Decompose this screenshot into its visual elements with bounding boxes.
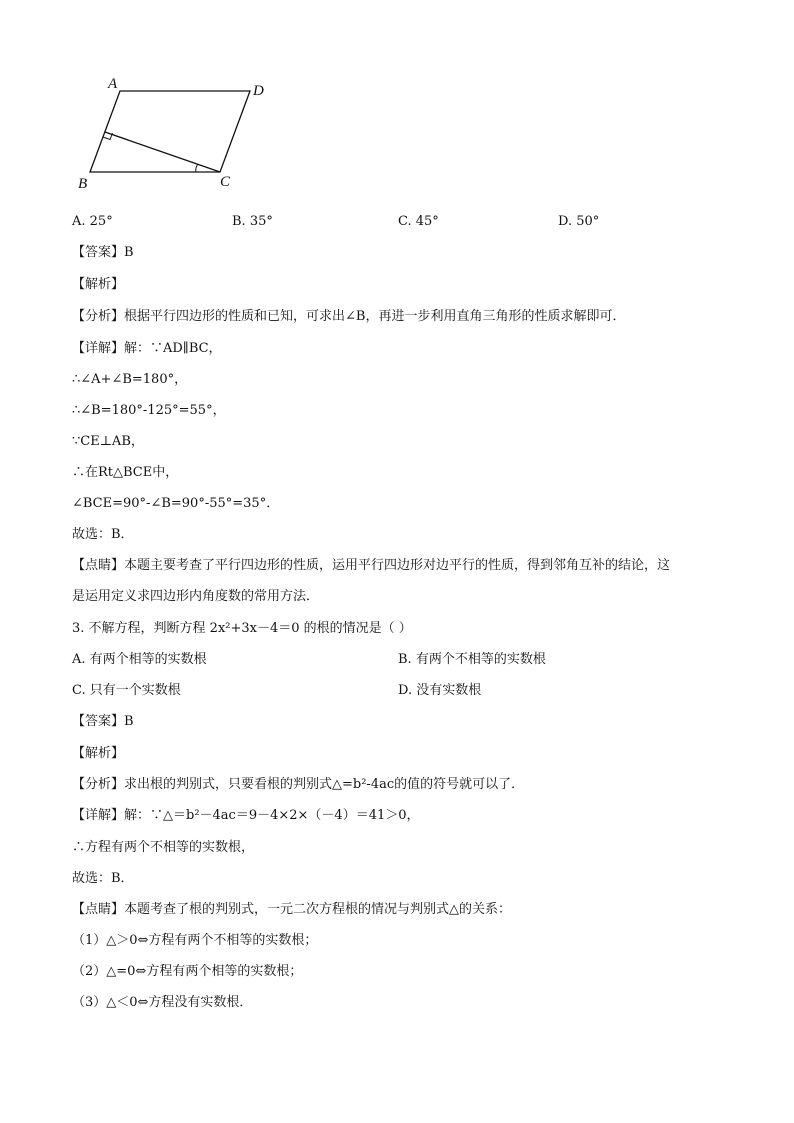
q3-case-3: （3）△＜0⇔方程没有实数根． xyxy=(72,995,253,1010)
q2-dianjing-1: 【点睛】本题主要考查了平行四边形的性质，运用平行四边形对边平行的性质，得到邻角互补的结论，这 xyxy=(72,558,671,573)
label-d: D xyxy=(253,83,264,99)
q3-case-2: （2）△=0⇔方程有两个相等的实数根； xyxy=(72,964,303,979)
q3-step-1: ∴方程有两个不相等的实数根， xyxy=(72,840,255,855)
q3-xiangjie: 【详解】解：∵△＝b²－4ac＝9－4×2×（－4）＝41＞0， xyxy=(72,808,420,823)
perpendicular-ce xyxy=(105,132,220,172)
q2-option-d: D. 50° xyxy=(558,214,600,229)
parallelogram-abcd xyxy=(90,91,250,172)
q3-option-d: D. 没有实数根 xyxy=(398,683,482,698)
q2-option-c: C. 45° xyxy=(398,214,439,229)
q3-case-1: （1）△＞0⇔方程有两个不相等的实数根； xyxy=(72,933,318,948)
label-a: A xyxy=(108,76,118,92)
label-c: C xyxy=(220,174,231,190)
q2-step-4: ∴在Rt△BCE中， xyxy=(72,465,179,480)
q2-step-1: ∴∠A+∠B=180°， xyxy=(72,372,188,387)
q3-dianjing: 【点睛】本题考查了根的判别式，一元二次方程根的情况与判别式△的关系： xyxy=(72,902,511,917)
q2-step-2: ∴∠B=180°-125°=55°， xyxy=(72,403,226,418)
q3-analysis-header: 【解析】 xyxy=(72,746,125,761)
q2-option-a: A. 25° xyxy=(72,214,113,229)
q3-fenxi: 【分析】求出根的判别式，只要看根的判别式△=b²-4ac的值的符号就可以了． xyxy=(72,777,525,792)
q2-answer: 【答案】B xyxy=(72,245,134,260)
q2-option-b: B. 35° xyxy=(232,214,273,229)
q2-step-5: ∠BCE=90°-∠B=90°-55°=35°． xyxy=(72,496,280,511)
angle-arc-c xyxy=(196,164,198,172)
q2-xiangjie: 【详解】解：∵AD∥BC， xyxy=(72,341,222,356)
q3-option-a: A. 有两个相等的实数根 xyxy=(72,652,207,667)
q3-choose: 故选：B． xyxy=(72,871,134,886)
q2-analysis-header: 【解析】 xyxy=(72,277,125,292)
q2-step-3: ∵CE⊥AB， xyxy=(72,434,144,449)
q2-choose: 故选：B． xyxy=(72,527,134,542)
q2-fenxi: 【分析】根据平行四边形的性质和已知，可求出∠B，再进一步利用直角三角形的性质求解即可． xyxy=(72,309,626,324)
q3-option-b: B. 有两个不相等的实数根 xyxy=(398,652,546,667)
parallelogram-figure xyxy=(70,70,280,195)
label-b: B xyxy=(78,176,88,192)
q3-option-c: C. 只有一个实数根 xyxy=(72,683,181,698)
q3-question: 3. 不解方程，判断方程 2x²+3x－4＝0 的根的情况是（ ） xyxy=(72,621,412,636)
q3-answer: 【答案】B xyxy=(72,714,134,729)
q2-dianjing-2: 是运用定义求四边形内角度数的常用方法． xyxy=(72,589,320,604)
